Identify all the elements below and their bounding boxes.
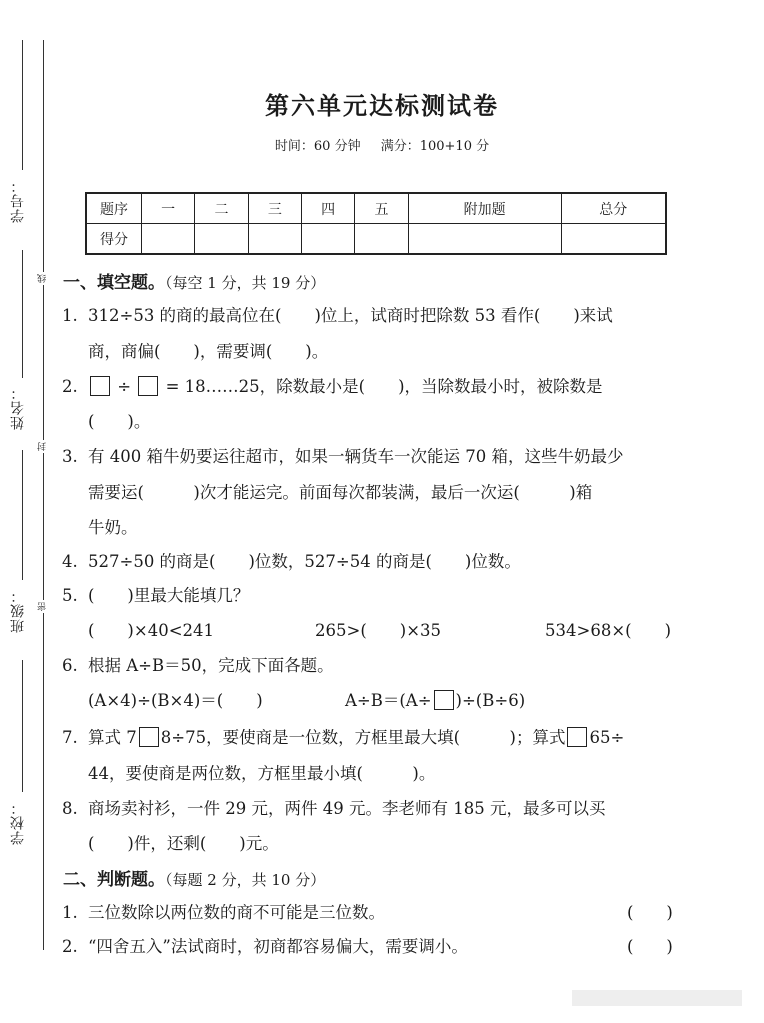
question-number: 6. (62, 656, 78, 675)
question-5-expr-1: ( )×40<241 (88, 621, 215, 640)
judge-answer-2[interactable]: ( ) (627, 937, 673, 956)
header-cell: 一 (142, 193, 195, 224)
score-cell[interactable] (195, 224, 248, 255)
question-5-line-1 (62, 582, 249, 606)
question-6-expr-1: (A×4)÷(B×4)＝( ) (88, 691, 263, 710)
question-5-expr-3: 534>68×( ) (545, 621, 672, 640)
score-table (85, 192, 667, 255)
question-number: 1. (62, 903, 78, 922)
header-cell: 总分 (561, 193, 666, 224)
judge-answer-1[interactable]: ( ) (627, 903, 673, 922)
header-cell: 三 (248, 193, 301, 224)
question-8-line-1 (62, 795, 605, 819)
question-number: 5. (62, 586, 78, 605)
question-text: 有 400 箱牛奶要运往超市，如果一辆货车一次能运 70 箱，这些牛奶最少 (88, 447, 624, 466)
question-text: 312÷53 的商的最高位在( )位上，试商时把除数 53 看作( )来试 (88, 306, 613, 325)
question-text: 65÷ (589, 728, 625, 747)
section-1-heading (63, 268, 325, 293)
question-6-expr-2 (345, 687, 525, 711)
question-text: 算式 7 (88, 728, 137, 747)
question-3-line-3: 牛奶。 (88, 518, 138, 537)
divisor-box[interactable] (138, 376, 158, 396)
score-table-score-row (86, 224, 666, 255)
class-field[interactable] (22, 450, 23, 580)
question-number: 4. (62, 552, 78, 571)
digit-box-2[interactable] (567, 727, 587, 747)
question-3-line-1 (62, 443, 623, 467)
score-cell[interactable] (248, 224, 301, 255)
seal-mark-xian: 线 (38, 274, 48, 283)
question-number: 7. (62, 728, 78, 747)
question-text: = 18……25，除数最小是( )，当除数最小时，被除数是 (165, 377, 603, 396)
question-text: 8÷75，要使商是一位数，方框里最大填( )；算式 (160, 728, 566, 747)
question-number: 1. (62, 306, 78, 325)
question-5-expr-2: 265>( )×35 (315, 621, 442, 640)
school-label: 学校： (10, 800, 26, 845)
question-2-line-1 (62, 373, 603, 397)
exam-info (0, 135, 764, 154)
time-info: 时间：60 分钟 (274, 139, 361, 154)
question-number: 2. (62, 377, 78, 396)
score-cell[interactable] (561, 224, 666, 255)
question-text: 三位数除以两位数的商不可能是三位数。 (88, 903, 385, 922)
question-3-line-2: 需要运( )次才能运完。前面每次都装满，最后一次运( )箱 (88, 483, 593, 502)
section-1-title: 一、填空题。 (63, 273, 165, 293)
question-1-line-1 (62, 302, 613, 326)
answer-box[interactable] (434, 690, 454, 710)
seal-line (43, 40, 44, 950)
expr-part: )÷(B÷6) (455, 691, 526, 710)
question-7-line-2: 44，要使商是两位数，方框里最小填( )。 (88, 764, 436, 783)
question-text: “四舍五入”法试商时，初商都容易偏大，需要调小。 (88, 937, 468, 956)
score-table-header-row (86, 193, 666, 224)
section-2-heading (63, 865, 325, 890)
question-4-line-1 (62, 548, 521, 572)
student-id-label: 学号： (10, 178, 26, 223)
score-info: 满分：100+10 分 (380, 139, 490, 154)
judge-question-1 (62, 899, 385, 923)
question-number: 2. (62, 937, 78, 956)
score-cell[interactable] (408, 224, 561, 255)
question-7-line-1 (62, 724, 624, 748)
page-title: 第六单元达标测试卷 (265, 91, 499, 120)
question-6-line-1 (62, 652, 334, 676)
header-cell: 五 (355, 193, 408, 224)
divide-sign: ÷ (117, 377, 132, 396)
dividend-box[interactable] (90, 376, 110, 396)
question-number: 8. (62, 799, 78, 818)
section-1-note: （每空 1 分，共 19 分） (165, 274, 326, 292)
header-cell: 二 (195, 193, 248, 224)
class-label: 班级： (10, 588, 26, 633)
seal-mark-feng: 封 (38, 442, 48, 451)
question-1-line-2: 商，商偏( )，需要调( )。 (88, 342, 329, 361)
header-cell: 四 (301, 193, 354, 224)
section-2-note: （每题 2 分，共 10 分） (165, 871, 326, 889)
score-cell[interactable] (142, 224, 195, 255)
name-label: 姓名： (10, 385, 26, 430)
question-2-line-2: ( )。 (88, 412, 151, 431)
seal-mark-mi: 密 (38, 602, 48, 611)
expr-part: A÷B＝(A÷ (345, 691, 432, 710)
question-number: 3. (62, 447, 78, 466)
section-2-title: 二、判断题。 (63, 870, 165, 890)
watermark-region (572, 990, 742, 1006)
question-text: ( )里最大能填几？ (88, 586, 250, 605)
question-8-line-2: ( )件，还剩( )元。 (88, 834, 279, 853)
score-cell[interactable] (301, 224, 354, 255)
school-field[interactable] (22, 660, 23, 792)
header-cell: 附加题 (408, 193, 561, 224)
question-text: 根据 A÷B＝50，完成下面各题。 (88, 656, 334, 675)
question-text: 商场卖衬衫，一件 29 元，两件 49 元。李老师有 185 元，最多可以买 (88, 799, 606, 818)
digit-box-1[interactable] (139, 727, 159, 747)
score-row-label: 得分 (86, 224, 142, 255)
score-cell[interactable] (355, 224, 408, 255)
judge-question-2 (62, 933, 468, 957)
name-field[interactable] (22, 250, 23, 378)
question-text: 527÷50 的商是( )位数，527÷54 的商是( )位数。 (88, 552, 521, 571)
header-cell: 题序 (86, 193, 142, 224)
